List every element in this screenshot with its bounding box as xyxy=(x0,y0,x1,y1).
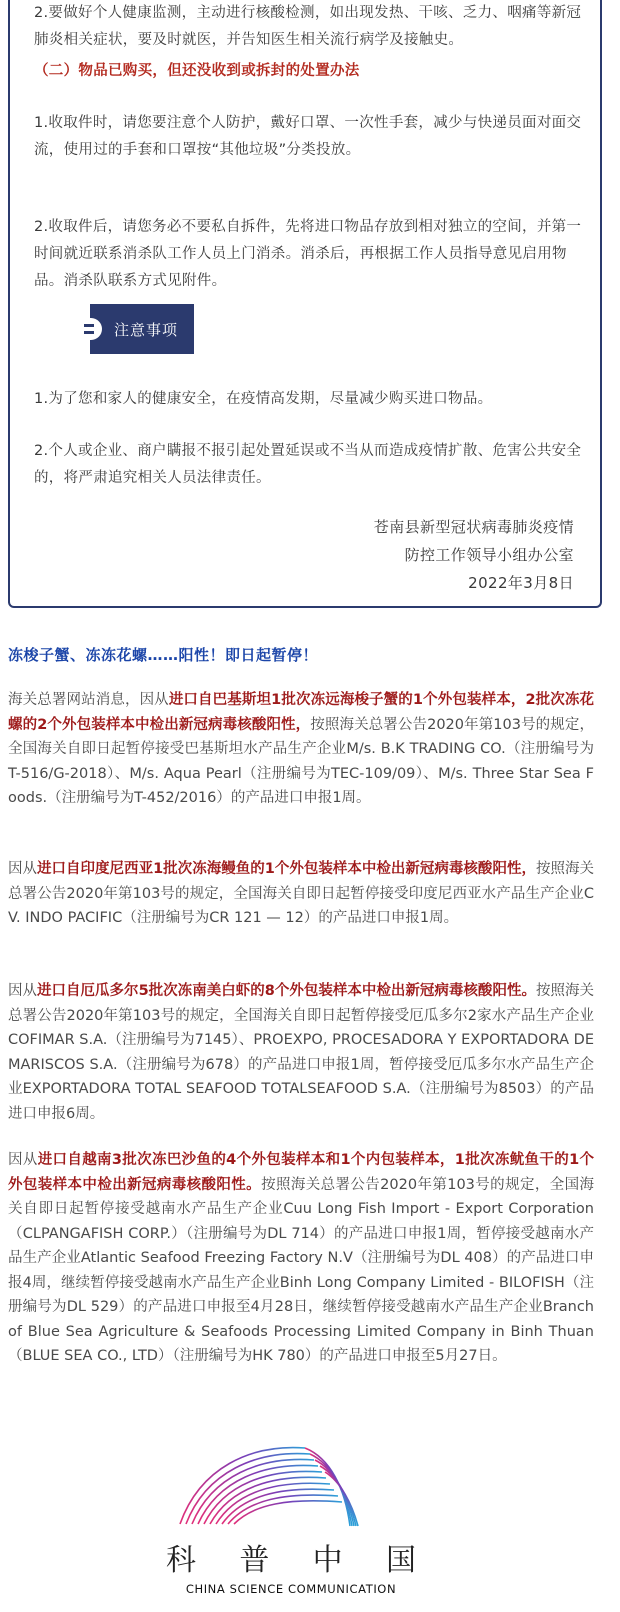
paragraph-text: 按照海关总署公告2020年第103号的规定，全国海关自即日起暂停接受印度尼西亚水产品生产企业CV. INDO PACIFIC（注册编号为CR 121 — 12）的产品进口申报1周。 xyxy=(8,861,594,926)
section3-item-2: 2.个人或企业、商户瞒报不报引起处置延误或不当从而造成疫情扩散、危害公共安全的，将严肃追究相关人员法律责任。 xyxy=(34,443,582,486)
paragraph-text: 因从 xyxy=(8,983,38,999)
logo-english-name: CHINA SCIENCE COMMUNICATION xyxy=(185,1582,397,1596)
notice-box xyxy=(8,0,602,608)
article-paragraph xyxy=(8,857,594,931)
paragraph-highlight: 进口自越南3批次冻巴沙鱼的4个外包装样本和1个内包装样本，1批次冻鱿鱼干的1个外包装样本中检出新冠病毒核酸阳性。 xyxy=(8,1152,594,1193)
logo-ribbon-icon xyxy=(160,1438,420,1538)
paragraph-text: 海关总署网站消息，因从 xyxy=(8,692,169,708)
paragraph-text: 按照海关总署公告2020年第103号的规定，全国海关自即日起暂停接受厄瓜多尔2家水产品生产企业COFIMAR S.A.（注册编号为7145）、PROEXPO, PROCESADORA Y EXPORTADORA DE MARISCOS S.A.（注册编号为678）的产品进口申报1周，暂停接受厄瓜多尔水产品生产企业EXPORTADORA TOTAL SEAFOOD TOTALSEAFOOD S.A.（注册编号为8503）的产品进口申报6周。 xyxy=(8,983,594,1122)
article-paragraph xyxy=(8,688,594,811)
paragraph-highlight: 进口自印度尼西亚1批次冻海鳗鱼的1个外包装样本中检出新冠病毒核酸阳性， xyxy=(37,861,536,877)
paragraph-text: 因从 xyxy=(8,861,38,877)
section2-item-2: 2.收取件后，请您务必不要私自拆件，先将进口物品存放到相对独立的空间，并第一时间就近联系消杀队工作人员上门消杀。消杀后，再根据工作人员指导意见启用物品。消杀队联系方式见附件。 xyxy=(34,219,582,289)
logo-char: 国 xyxy=(385,1543,416,1578)
logo-char: 普 xyxy=(239,1543,270,1578)
paragraph-highlight: 进口自厄瓜多尔5批次冻南美白虾的8个外包装样本中检出新冠病毒核酸阳性。 xyxy=(37,983,536,999)
section2-title: （二）物品已购买，但还没收到或拆封的处置办法 xyxy=(34,63,360,79)
notice-health-monitoring: 2.要做好个人健康监测，主动进行核酸检测，如出现发热、干咳、乏力、咽痛等新冠肺炎相关症状，要及时就医，并告知医生相关流行病学及接触史。 xyxy=(34,5,582,48)
signature-org-line1: 苍南县新型冠状病毒肺炎疫情 xyxy=(373,518,574,536)
article-headline: 冻梭子蟹、冻冻花螺……阳性！即日起暂停！ xyxy=(8,646,319,664)
logo-char: 科 xyxy=(166,1543,196,1578)
section3-item-1: 1.为了您和家人的健康安全，在疫情高发期，尽量减少购买进口物品。 xyxy=(34,391,493,407)
logo-char: 中 xyxy=(312,1543,343,1578)
signature-date: 2022年3月8日 xyxy=(468,574,574,592)
section2-item-1: 1.收取件时，请您要注意个人防护，戴好口罩、一次性手套，减少与快递员面对面交流，使用过的手套和口罩按“其他垃圾”分类投放。 xyxy=(34,115,582,158)
paragraph-text: 按照海关总署公告2020年第103号的规定，全国海关自即日起暂停接受巴基斯坦水产品生产企业M/s. B.K TRADING CO.（注册编号为T-516/G-2018）、M/s. Aqua Pearl（注册编号为TEC-109/09）、M/s. Three Star Sea Foods.（注册编号为T-452/2016）的产品进口申报1周。 xyxy=(8,716,594,806)
logo-chinese-name xyxy=(166,1535,416,1579)
notice-tab-label: 注意事项 xyxy=(114,320,179,339)
notice-tab xyxy=(90,304,194,354)
paragraph-highlight: 进口自巴基斯坦1批次冻远海梭子蟹的1个外包装样本，2批次冻花螺的2个外包装样本中检出新冠病毒核酸阳性， xyxy=(8,692,595,733)
menu-icon xyxy=(84,318,102,340)
article-paragraph xyxy=(8,1148,594,1369)
signature-org-line2: 防控工作领导小组办公室 xyxy=(404,546,574,564)
paragraph-text: 因从 xyxy=(8,1152,38,1168)
article-paragraph xyxy=(8,979,594,1126)
paragraph-text: 按照海关总署公告2020年第103号的规定，全国海关自即日起暂停接受越南水产品生产企业Cuu Long Fish Import - Export Corporation（CLPANGAFISH CORP.）（注册编号为DL 714）的产品进口申报1周，暂停接受越南水产品生产企业Atlantic Seafood Freezing Factory N.V（注册编号为DL 408）的产品进口申报4周，继续暂停接受越南水产品生产企业Binh Long Company Limited - BILOFISH（注册编号为DL 529）的产品进口申报至4月28日，继续暂停接受越南水产品生产企业Branch of Blue Sea Agriculture & Seafoods Processing Limited Company in Binh Thuan（BLUE SEA CO., LTD）（注册编号为HK 780）的产品进口申报至5月27日。 xyxy=(8,1176,595,1364)
